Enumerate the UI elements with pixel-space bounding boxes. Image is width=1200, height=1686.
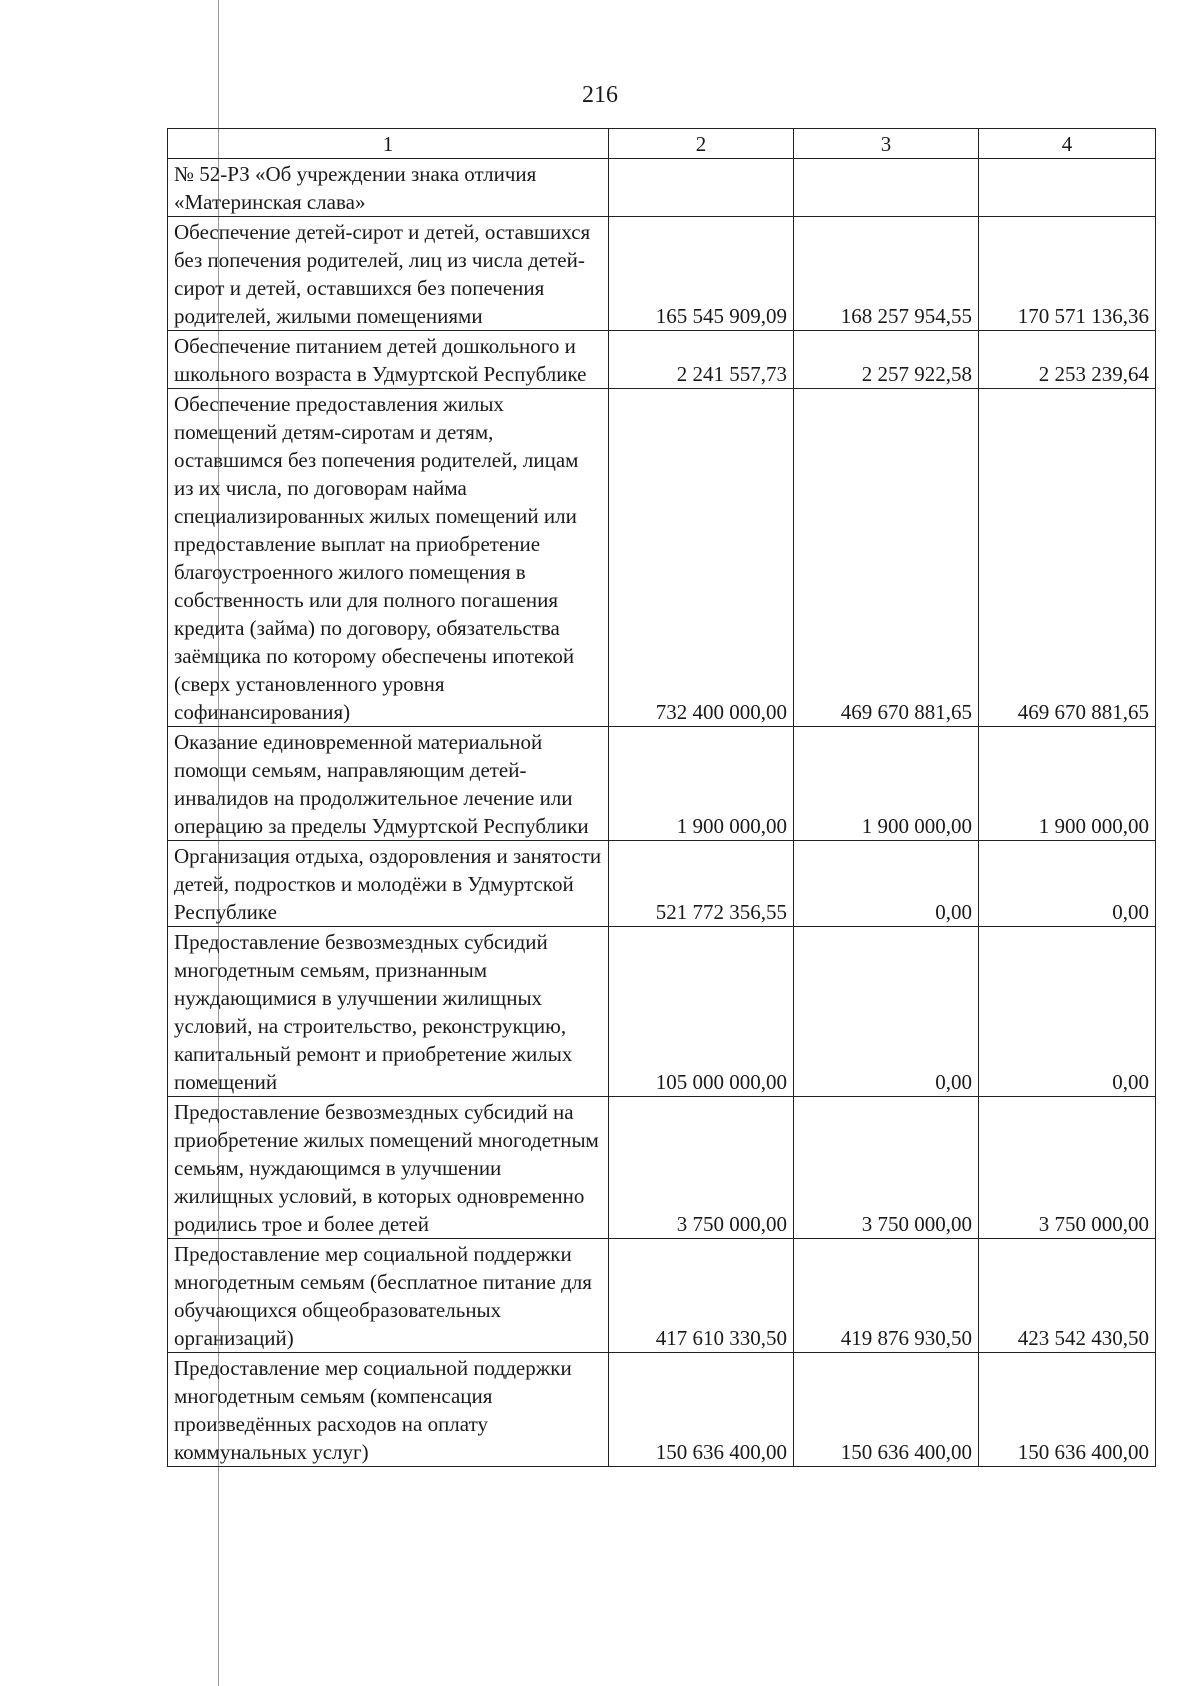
row-value-2 — [609, 159, 794, 217]
row-value-4: 3 750 000,00 — [979, 1097, 1156, 1239]
row-value-3: 0,00 — [794, 841, 979, 927]
row-value-2: 417 610 330,50 — [609, 1239, 794, 1353]
table-header-row — [168, 129, 1156, 159]
row-value-4: 170 571 136,36 — [979, 217, 1156, 331]
row-value-3: 419 876 930,50 — [794, 1239, 979, 1353]
row-name: Обеспечение детей-сирот и детей, оставшихся без попечения родителей, лиц из числа детей-сирот и детей, оставшихся без попечения родителей, жилыми помещениями — [168, 217, 609, 331]
table-row — [168, 1239, 1156, 1353]
row-name: Предоставление безвозмездных субсидий многодетным семьям, признанным нуждающимися в улучшении жилищных условий, на строительство, реконструкцию, капитальный ремонт и приобретение жилых помещений — [168, 927, 609, 1097]
row-name: Обеспечение питанием детей дошкольного и школьного возраста в Удмуртской Республике — [168, 331, 609, 389]
table-row — [168, 1353, 1156, 1467]
row-name: Оказание единовременной материальной помощи семьям, направляющим детей-инвалидов на продолжительное лечение или операцию за пределы Удмуртской Республики — [168, 727, 609, 841]
row-name: № 52-РЗ «Об учреждении знака отличия «Материнская слава» — [168, 159, 609, 217]
row-value-3: 2 257 922,58 — [794, 331, 979, 389]
table-row — [168, 1097, 1156, 1239]
header-col-3: 3 — [794, 129, 979, 159]
row-value-4: 1 900 000,00 — [979, 727, 1156, 841]
page-number: 216 — [582, 82, 618, 108]
row-value-3: 469 670 881,65 — [794, 389, 979, 727]
row-value-3: 168 257 954,55 — [794, 217, 979, 331]
row-value-2: 1 900 000,00 — [609, 727, 794, 841]
row-value-2: 105 000 000,00 — [609, 927, 794, 1097]
row-name: Обеспечение предоставления жилых помещений детям-сиротам и детям, оставшимся без попечения родителей, лицам из их числа, по договорам найма специализированных жилых помещений или предоставление выплат на приобретение благоустроенного жилого помещения в собственность или для полного погашения кредита (займа) по договору, обязательства заёмщика по которому обеспечены ипотекой (сверх установленного уровня софинансирования) — [168, 389, 609, 727]
row-value-2: 150 636 400,00 — [609, 1353, 794, 1467]
row-name: Предоставление мер социальной поддержки многодетным семьям (компенсация произведённых расходов на оплату коммунальных услуг) — [168, 1353, 609, 1467]
row-value-2: 521 772 356,55 — [609, 841, 794, 927]
table-row — [168, 331, 1156, 389]
row-value-4: 2 253 239,64 — [979, 331, 1156, 389]
row-value-4: 150 636 400,00 — [979, 1353, 1156, 1467]
row-value-2: 732 400 000,00 — [609, 389, 794, 727]
row-value-3 — [794, 159, 979, 217]
row-value-4 — [979, 159, 1156, 217]
header-col-4: 4 — [979, 129, 1156, 159]
row-value-2: 2 241 557,73 — [609, 331, 794, 389]
row-value-3: 3 750 000,00 — [794, 1097, 979, 1239]
row-value-3: 150 636 400,00 — [794, 1353, 979, 1467]
budget-table — [167, 128, 1156, 1467]
header-col-2: 2 — [609, 129, 794, 159]
table-row — [168, 841, 1156, 927]
header-col-1: 1 — [168, 129, 609, 159]
table-row — [168, 159, 1156, 217]
row-name: Предоставление мер социальной поддержки многодетным семьям (бесплатное питание для обучающихся общеобразовательных организаций) — [168, 1239, 609, 1353]
row-value-4: 0,00 — [979, 927, 1156, 1097]
row-name: Организация отдыха, оздоровления и занятости детей, подростков и молодёжи в Удмуртской Республике — [168, 841, 609, 927]
row-value-3: 0,00 — [794, 927, 979, 1097]
row-name: Предоставление безвозмездных субсидий на приобретение жилых помещений многодетным семьям, нуждающимся в улучшении жилищных условий, в которых одновременно родились трое и более детей — [168, 1097, 609, 1239]
table-row — [168, 727, 1156, 841]
row-value-2: 3 750 000,00 — [609, 1097, 794, 1239]
row-value-3: 1 900 000,00 — [794, 727, 979, 841]
row-value-2: 165 545 909,09 — [609, 217, 794, 331]
table-row — [168, 389, 1156, 727]
row-value-4: 423 542 430,50 — [979, 1239, 1156, 1353]
table-row — [168, 217, 1156, 331]
table-row — [168, 927, 1156, 1097]
row-value-4: 469 670 881,65 — [979, 389, 1156, 727]
row-value-4: 0,00 — [979, 841, 1156, 927]
